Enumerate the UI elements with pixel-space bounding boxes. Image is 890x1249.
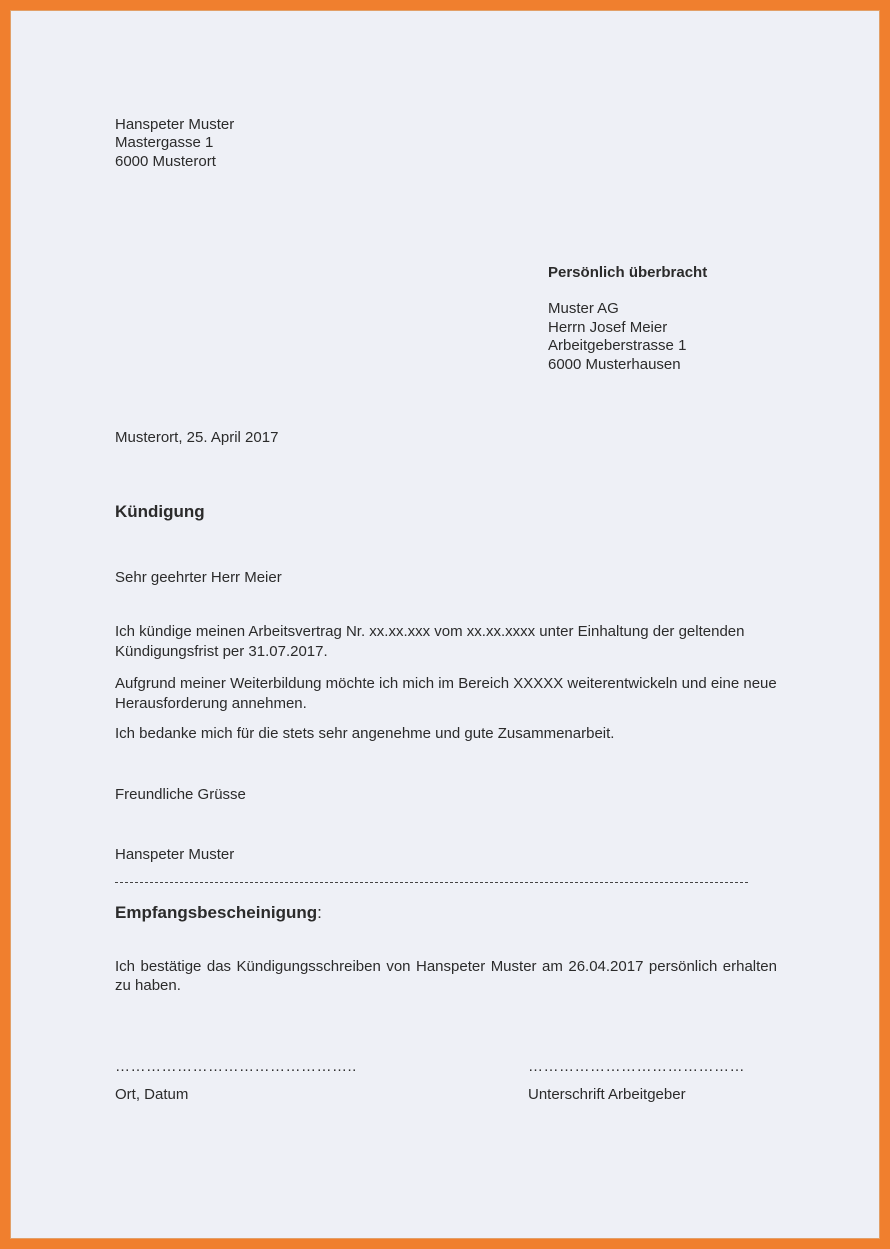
recipient-person: Herrn Josef Meier <box>548 319 668 336</box>
employer-signature-label: Unterschrift Arbeitgeber <box>528 1086 686 1103</box>
place-date: Musterort, 25. April 2017 <box>115 429 279 446</box>
employer-signature-line: …………………………………… <box>528 1058 745 1075</box>
recipient-street: Arbeitgeberstrasse 1 <box>548 337 687 354</box>
receipt-heading-colon: : <box>317 903 322 922</box>
body-paragraph-2: Aufgrund meiner Weiterbildung möchte ich mich im Bereich XXXXX weiterentwickeln und eine neue Herausforderung annehmen. <box>115 675 777 712</box>
separator-line <box>115 882 748 883</box>
signature-name: Hanspeter Muster <box>115 846 235 863</box>
sender-name: Hanspeter Muster <box>115 116 235 133</box>
recipient-city: 6000 Musterhausen <box>548 356 681 373</box>
closing: Freundliche Grüsse <box>115 786 246 803</box>
sender-city: 6000 Musterort <box>115 153 216 170</box>
salutation: Sehr geehrter Herr Meier <box>115 569 282 586</box>
recipient-company: Muster AG <box>548 300 619 317</box>
receipt-heading-text: Empfangsbescheinigung <box>115 903 318 922</box>
receipt-text: Ich bestätige das Kündigungsschreiben von Hanspeter Muster am 26.04.2017 persönlich erhalten zu haben. <box>115 958 777 994</box>
delivery-note: Persönlich überbracht <box>548 264 708 281</box>
receipt-heading <box>115 902 322 923</box>
body-paragraph-1: Ich kündige meinen Arbeitsvertrag Nr. xx.xx.xxx vom xx.xx.xxxx unter Einhaltung der geltenden Kündigungsfrist per 31.07.2017. <box>115 623 745 660</box>
date-signature-line: ……………………………………….. <box>115 1058 357 1075</box>
subject-heading: Kündigung <box>115 502 205 521</box>
body-paragraph-3: Ich bedanke mich für die stets sehr angenehme und gute Zusammenarbeit. <box>115 725 615 742</box>
place-date-label: Ort, Datum <box>115 1086 189 1103</box>
sender-street: Mastergasse 1 <box>115 134 214 151</box>
